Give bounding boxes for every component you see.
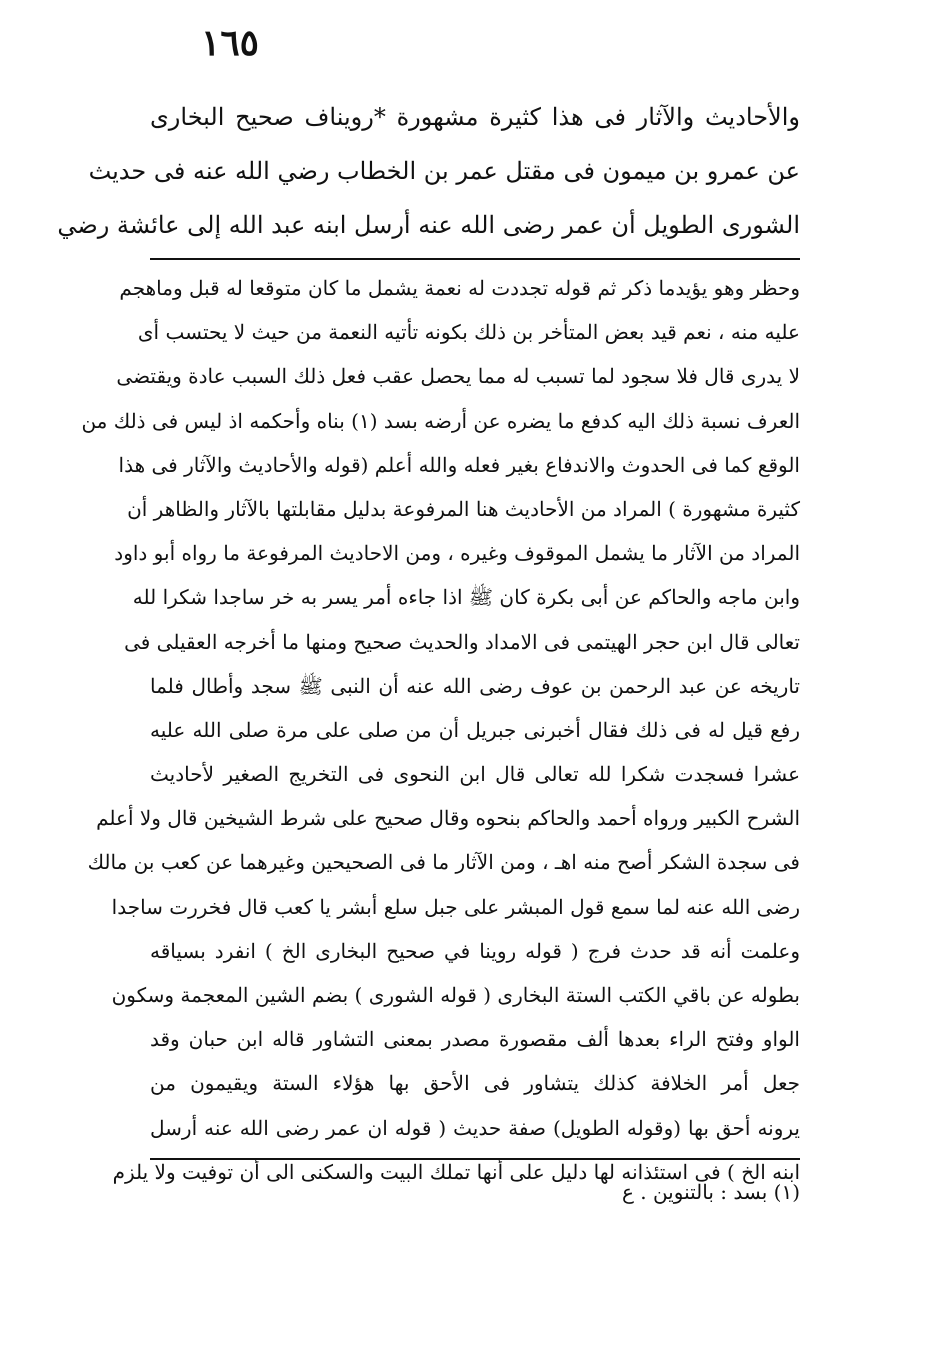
- commentary-line: العرف نسبة ذلك اليه كدفع ما يضره عن أرضه بسد (١) بناه وأحكمه اذ ليس فى ذلك من: [81, 408, 800, 433]
- commentary-text: [81, 266, 800, 1194]
- footnote-divider: [150, 1158, 800, 1160]
- commentary-line: وعلمت أنه قد حدث فرج ( قوله روينا في صحيح البخارى الخ ) انفرد بسياقه: [150, 938, 800, 963]
- page-number: ١٦٥: [200, 22, 259, 64]
- commentary-line: فى سجدة الشكر أصح منه اهـ ، ومن الآثار ما فى الصحيحين وغيرهما عن كعب بن مالك: [87, 850, 800, 875]
- commentary-line: كثيرة مشهورة ) المراد من الأحاديث هنا المرفوعة بدليل مقابلتها بالآثار والظاهر أن: [127, 496, 800, 521]
- commentary-line: بطوله عن باقي الكتب الستة البخارى ( قوله الشورى ) بضم الشين المعجمة وسكون: [111, 983, 800, 1007]
- commentary-line: رضى الله عنه لما سمع قول المبشر على جبل سلع أبشر يا كعب قال فخررت ساجدا: [111, 894, 800, 919]
- commentary-line: الوقع كما فى الحدوث والاندفاع بغير فعله والله أعلم (قوله والأحاديث والآثار فى هذا: [118, 452, 800, 477]
- commentary-line: وحظر وهو يؤيدما ذكر ثم قوله تجددت له نعمة يشمل ما كان متوقعا له قبل وماهجم: [119, 276, 800, 300]
- commentary-line: الشرح الكبير ورواه أحمد والحاكم بنحوه وقال صحيح على شرط الشيخين قال ولا أعلم: [96, 806, 800, 831]
- main-text-line: عن عمرو بن ميمون فى مقتل عمر بن الخطاب رضي الله عنه فى حديث: [88, 157, 800, 185]
- main-text: [57, 90, 800, 252]
- top-divider: [150, 258, 800, 260]
- commentary-line: يرونه أحق بها (وقوله الطويل) صفة حديث ( قوله ان عمر رضى الله عنه أرسل: [150, 1115, 800, 1140]
- main-text-line: الشورى الطويل أن عمر رضى الله عنه أرسل ابنه عبد الله إلى عائشة رضي: [57, 211, 800, 239]
- footnote: (١) بسد : بالتنوين . ع: [621, 1180, 800, 1204]
- commentary-line: عشرا فسجدت شكرا لله تعالى قال ابن النحوى فى التخريج الصغير لأحاديث: [150, 762, 800, 787]
- commentary-line: جعل أمر الخلافة كذلك يتشاور فى الأحق بها هؤلاء الستة ويقيمون من: [150, 1071, 800, 1096]
- commentary-line: تعالى قال ابن حجر الهيتمى فى الامداد والحديث صحيح ومنها ما أخرجه العقيلى فى: [124, 629, 800, 654]
- commentary-line: لا يدرى قال فلا سجود لما تسبب له مما يحصل عقب فعل ذلك السبب عادة ويقتضى: [116, 364, 800, 389]
- commentary-line: ابنه الخ ) فى استئذانه لها دليل على أنها تملك البيت والسكنى الى أن توفيت ولا يلزم: [112, 1159, 800, 1184]
- commentary-line: وابن ماجه والحاكم عن أبى بكرة كان ﷺ اذا جاءه أمر يسر به خر ساجدا شكرا لله: [132, 585, 800, 610]
- commentary-line: تاريخه عن عبد الرحمن بن عوف رضى الله عنه أن النبى ﷺ سجد وأطال فلما: [150, 673, 800, 698]
- commentary-line: المراد من الآثار ما يشمل الموقوف وغيره ، ومن الاحاديث المرفوعة ما رواه أبو داود: [114, 541, 800, 566]
- commentary-line: رفع قيل له فى ذلك فقال أخبرنى جبريل أن من صلى على مرة صلى الله عليه: [150, 717, 800, 742]
- commentary-line: الواو وفتح الراء بعدها ألف مقصورة مصدر بمعنى التشاور قاله ابن حبان وقد: [150, 1027, 800, 1052]
- main-text-line: والأحاديث والآثار فى هذا كثيرة مشهورة *رويناف صحيح البخارى: [150, 103, 800, 131]
- commentary-line: عليه منه ، نعم قيد بعض المتأخر بن ذلك بكونه تأتيه النعمة من حيث لا يحتسب أى: [137, 320, 800, 345]
